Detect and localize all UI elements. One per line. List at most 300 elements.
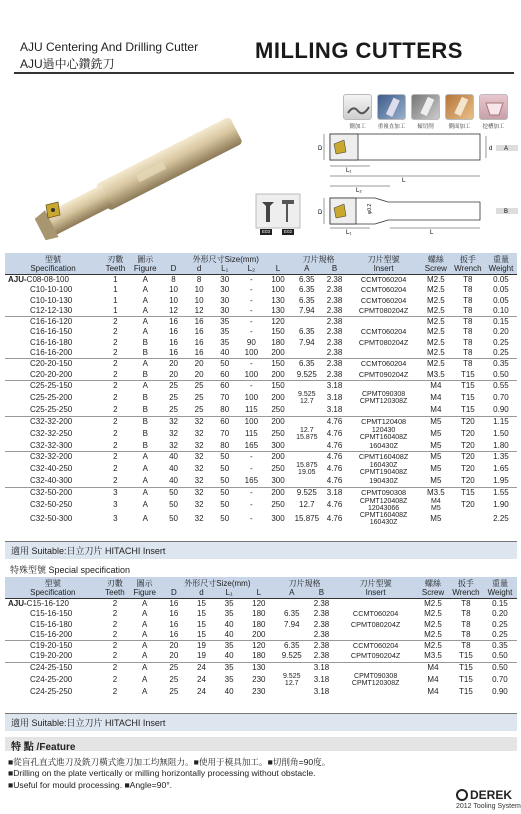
- cell-L1: 70: [220, 428, 230, 438]
- cell-L: 300: [271, 440, 285, 450]
- cell-L1: 35: [224, 674, 234, 684]
- cell-L1: 35: [224, 599, 234, 608]
- sp-col-insert-en: Insert: [334, 588, 417, 599]
- cell-insert: [334, 687, 417, 697]
- cell-model: [5, 512, 101, 526]
- sp-col-d: d: [188, 588, 216, 599]
- cell-screw: M4: [427, 687, 439, 697]
- feature-line-en-1: ■Drilling on the plate vertically or milling horizontally processing without obstacle.: [8, 768, 316, 778]
- cell-wrench: T8: [451, 359, 485, 370]
- col-D: D: [161, 264, 187, 275]
- dim-D-top: D: [318, 146, 323, 152]
- cell-D: 20: [169, 651, 179, 661]
- sp-col-model-en: Specification: [5, 588, 101, 599]
- cell-L: 200: [271, 393, 285, 403]
- model-code: C32-32-200: [30, 452, 73, 462]
- table-row: [5, 630, 517, 641]
- col-screw-zh: 螺絲: [421, 253, 451, 264]
- cell-model: [5, 452, 101, 463]
- col-d: d: [186, 264, 212, 275]
- cell-teeth: 1: [113, 295, 118, 305]
- wrench-label: E02: [284, 229, 293, 234]
- app-icon-repeat: [376, 94, 407, 130]
- cell-L1: 50: [212, 487, 238, 498]
- cell-fig: A: [142, 305, 148, 315]
- cell-weight: 1.95: [493, 476, 509, 486]
- model-code: C19-20-150: [30, 641, 73, 651]
- category-title: MILLING CUTTERS: [255, 38, 463, 63]
- cell-L1: 60: [220, 369, 230, 379]
- cell-model: [5, 275, 101, 286]
- table-row: [5, 275, 517, 286]
- col-teeth-zh: 刃數: [101, 253, 130, 264]
- table-row: [5, 306, 517, 317]
- cell-weight: 0.20: [493, 327, 509, 337]
- cell-weight: 1.15: [485, 416, 517, 427]
- cell-teeth: 2: [101, 452, 130, 463]
- cell-A: 7.94: [283, 619, 300, 629]
- cell-A: 6.35: [299, 275, 315, 284]
- sp-col-fig-en: Figure: [129, 588, 160, 599]
- cell-d: 8: [196, 275, 202, 284]
- cell-d: 32: [194, 476, 204, 486]
- cell-model: [5, 338, 101, 348]
- cell-wrench: [451, 512, 485, 526]
- suitable-note: 適用 Suitable:日立刀片 HITACHI Insert: [5, 541, 517, 559]
- col-dim-title: 外形尺寸Size(mm): [161, 253, 291, 264]
- cell-fig: A: [141, 651, 148, 661]
- sp-col-teeth-en: Teeth: [101, 588, 130, 599]
- cell-wrench: T15: [460, 369, 475, 379]
- cell-D: 16: [169, 348, 178, 358]
- cell-D: 50: [161, 487, 187, 498]
- cell-model: [5, 327, 101, 337]
- cell-L2: 115: [244, 405, 258, 415]
- col-weight-en: Weight: [485, 264, 517, 275]
- cell-A: [291, 405, 323, 416]
- cell-L1: 50: [220, 464, 230, 474]
- special-suitable-note: 適用 Suitable:日立刀片 HITACHI Insert: [5, 713, 517, 731]
- cell-A: [275, 630, 309, 641]
- col-screw-en: Screw: [421, 264, 451, 275]
- cell-model: [5, 651, 101, 662]
- cell-teeth: 2: [113, 464, 118, 474]
- cell-D: 10: [169, 295, 178, 305]
- cell-teeth: 2: [113, 337, 118, 347]
- cell-model: [5, 609, 101, 619]
- cell-D: 8: [171, 275, 176, 284]
- cell-weight: 0.15: [492, 599, 508, 608]
- cutter-photo: [24, 110, 259, 245]
- col-wrench-zh: 扳手: [451, 253, 485, 264]
- cell-L: 200: [265, 416, 291, 427]
- cell-insert: 160430Z: [369, 440, 398, 450]
- cell-teeth: 2: [112, 609, 118, 619]
- cell-d: 32: [186, 416, 212, 427]
- model-code: C15-16-120: [26, 599, 69, 608]
- model-code: C32-50-200: [30, 487, 73, 497]
- table-row: [5, 641, 517, 652]
- sp-col-L: L: [243, 588, 275, 599]
- cell-A: [291, 452, 323, 463]
- cell-B: 4.76: [326, 499, 343, 509]
- cell-model: [5, 673, 101, 687]
- table-row: [5, 687, 517, 697]
- cell-fig: A: [141, 629, 148, 639]
- app-label: 側加工: [349, 124, 366, 130]
- cell-L2: 100: [244, 393, 259, 403]
- cell-A: [291, 441, 323, 452]
- cell-fig: A: [130, 380, 161, 391]
- cell-A: 6.35: [291, 359, 323, 370]
- model-code: C32-32-300: [30, 440, 73, 450]
- cell-A: 6.35: [283, 609, 300, 619]
- cell-fig: B: [130, 416, 161, 427]
- cell-screw: M3.5: [424, 651, 442, 661]
- cell-fig: A: [142, 476, 148, 486]
- cell-screw: M5: [421, 416, 451, 427]
- model-code: C12-12-130: [30, 305, 73, 315]
- cell-A: 6.35: [275, 641, 309, 652]
- model-code: C16-16-120: [30, 317, 73, 327]
- cell-B: 4.76: [326, 464, 343, 474]
- brand-mark-icon: [456, 789, 468, 801]
- table-row: [5, 487, 517, 498]
- cell-L1: 50: [220, 499, 230, 509]
- col-teeth-en: Teeth: [101, 264, 130, 275]
- cell-B: 4.76: [323, 416, 346, 427]
- cell-insert: CPMT080204Z: [358, 337, 409, 347]
- cell-screw: M4: [421, 380, 451, 391]
- cell-fig: A: [142, 295, 148, 305]
- cell-d: 20: [194, 369, 204, 379]
- table-row: [5, 662, 517, 673]
- cell-insert: CCMT060204: [360, 275, 407, 284]
- cell-L2: -: [250, 464, 253, 474]
- cell-fig: A: [142, 464, 148, 474]
- cell-screw: M2.5: [426, 285, 445, 295]
- ramping-icon: [411, 94, 440, 120]
- cell-B: 2.38: [326, 295, 343, 305]
- cell-wrench: T15: [460, 393, 475, 403]
- cell-screw: M2.5: [426, 275, 445, 284]
- cell-A: [291, 348, 323, 359]
- cell-teeth: 2: [112, 651, 118, 661]
- cell-A: 15.875: [294, 513, 320, 523]
- cell-screw: M2.5: [424, 609, 442, 619]
- cell-insert: 120430 CPMT160408Z: [359, 426, 408, 441]
- cell-fig: A: [129, 662, 160, 673]
- cell-L: 200: [265, 452, 291, 463]
- cell-d: 32: [194, 440, 204, 450]
- table-row: [5, 512, 517, 526]
- cell-fig: A: [130, 317, 161, 328]
- cell-L: 120: [243, 641, 275, 652]
- cell-weight: 1.55: [485, 487, 517, 498]
- cell-insert: [346, 380, 421, 391]
- cell-L: 250: [271, 464, 285, 474]
- cell-weight: 0.05: [493, 275, 509, 284]
- cell-fig: A: [129, 641, 160, 652]
- col-insert-zh: 刀片型號: [346, 253, 421, 264]
- fig-A-label: A: [504, 146, 509, 152]
- cell-wrench: T15: [451, 380, 485, 391]
- cell-L2: 165: [244, 440, 259, 450]
- cell-wrench: T20: [460, 499, 475, 509]
- cell-wrench: T8: [449, 641, 483, 652]
- cell-B: 2.38: [309, 641, 334, 652]
- cell-D: 40: [161, 452, 187, 463]
- model-code: C10-10-100: [30, 285, 73, 295]
- cell-fig: A: [141, 599, 148, 608]
- cell-B: 4.76: [323, 452, 346, 463]
- cell-B: 2.38: [326, 327, 343, 337]
- cell-A: [291, 317, 323, 328]
- cell-fig: A: [130, 487, 161, 498]
- dim-d-top: d: [489, 146, 493, 152]
- app-label: 側面加工: [448, 124, 471, 130]
- col-model-zh: 型號: [5, 253, 101, 264]
- model-code: C24-25-200: [30, 674, 73, 684]
- cell-weight: 0.70: [492, 674, 508, 684]
- cell-A: 9.525: [281, 651, 302, 661]
- dim-D-bottom: D: [318, 210, 323, 216]
- cell-wrench: T15: [449, 662, 483, 673]
- table-row: [5, 620, 517, 630]
- table-row: [5, 327, 517, 337]
- cell-B: 4.76: [326, 428, 343, 438]
- cell-L2: -: [250, 275, 253, 284]
- cell-weight: 0.25: [493, 348, 509, 358]
- cell-A: [291, 476, 323, 487]
- cell-B: 4.76: [326, 476, 343, 486]
- cell-D: 50: [169, 513, 178, 523]
- sp-col-model-zh: 型號: [5, 577, 101, 588]
- cell-L1: 60: [212, 416, 238, 427]
- cell-teeth: 2: [113, 476, 118, 486]
- cell-model: [5, 285, 101, 295]
- model-prefix: AJU-: [8, 599, 27, 608]
- cell-D: 25: [169, 393, 178, 403]
- cell-D: 16: [169, 609, 179, 619]
- cell-teeth: 2: [113, 440, 118, 450]
- cell-weight: 0.55: [485, 380, 517, 391]
- cell-D: 12: [169, 305, 178, 315]
- cell-L2: -: [238, 452, 266, 463]
- cell-teeth: 2: [112, 619, 118, 629]
- title-en: AJU Centering And Drilling Cutter: [20, 40, 199, 54]
- cell-model: [5, 620, 101, 630]
- table-row: [5, 476, 517, 487]
- cell-L1: 50: [220, 476, 230, 486]
- app-icon-side: [342, 94, 373, 130]
- cell-A: 15.875 19.05: [296, 462, 318, 477]
- table-row: [5, 609, 517, 619]
- cell-d: 16: [194, 348, 204, 358]
- sp-col-D: D: [160, 588, 188, 599]
- model-code: C32-50-300: [30, 513, 73, 523]
- cell-L1: 35: [215, 641, 243, 652]
- cell-d: 24: [197, 674, 206, 684]
- cell-D: 25: [169, 687, 179, 697]
- cell-L2: -: [250, 295, 253, 305]
- main-spec-table: [5, 253, 517, 526]
- cell-d: 15: [197, 599, 206, 608]
- cell-B: 2.38: [323, 317, 346, 328]
- cell-L2: 115: [244, 428, 258, 438]
- cell-weight: 0.25: [492, 619, 508, 629]
- cell-insert: CPMT120408Z 12043066: [359, 498, 408, 513]
- cell-D: 16: [161, 317, 187, 328]
- cell-insert: CPMT120408: [346, 416, 421, 427]
- cell-D: 25: [169, 405, 178, 415]
- cell-model: [5, 405, 101, 416]
- model-code: C24-25-250: [30, 687, 73, 697]
- cell-B: 4.76: [326, 440, 343, 450]
- cell-L2: -: [250, 305, 253, 315]
- dim-phi: φ0.2: [367, 203, 373, 214]
- cell-L: 150: [265, 359, 291, 370]
- cell-insert: CCMT060204: [360, 285, 407, 295]
- cell-insert: CPMT090204Z: [350, 651, 401, 661]
- cell-fig: B: [142, 337, 148, 347]
- brand-name: DEREK: [470, 788, 513, 802]
- cell-fig: A: [142, 275, 148, 284]
- col-fig-en: Figure: [130, 264, 161, 275]
- cell-weight: 0.35: [483, 641, 517, 652]
- cell-D: 50: [169, 499, 178, 509]
- model-code: C16-16-180: [30, 337, 73, 347]
- cell-L: 200: [271, 348, 285, 358]
- cell-L1: 35: [212, 317, 238, 328]
- cell-L: 130: [243, 662, 275, 673]
- cell-L: 180: [271, 337, 285, 347]
- cell-fig: A: [142, 327, 148, 337]
- cell-L2: 165: [244, 476, 259, 486]
- cell-teeth: 2: [101, 380, 130, 391]
- cell-insert: CCMT060204: [352, 609, 399, 619]
- cell-model: [5, 359, 101, 370]
- model-code: C08-08-100: [26, 275, 69, 284]
- table-row: [5, 296, 517, 306]
- sp-col-B: B: [309, 588, 334, 599]
- cell-teeth: 2: [113, 428, 118, 438]
- cell-L1: 40: [224, 687, 234, 697]
- pocketing-icon: [479, 94, 508, 120]
- cell-D: 20: [169, 369, 178, 379]
- cell-L: 120: [265, 317, 291, 328]
- cell-teeth: 3: [113, 513, 118, 523]
- model-code: C32-32-200: [30, 416, 73, 426]
- cell-wrench: T15: [451, 487, 485, 498]
- cell-wrench: T20: [451, 452, 485, 463]
- cell-D: 16: [169, 619, 179, 629]
- cell-L1: 40: [224, 629, 234, 639]
- cell-D: 16: [169, 629, 179, 639]
- cell-wrench: T8: [463, 337, 473, 347]
- col-fig-zh: 圖示: [130, 253, 161, 264]
- application-icons: [342, 94, 509, 130]
- model-code: C25-25-250: [30, 405, 73, 415]
- cell-screw: M3.5: [426, 369, 445, 379]
- model-code: C24-25-150: [30, 662, 73, 672]
- cell-model: [5, 391, 101, 405]
- cell-L: 130: [271, 295, 285, 305]
- cell-L: 250: [271, 405, 285, 415]
- cell-fig: B: [142, 369, 148, 379]
- cell-fig: A: [141, 609, 148, 619]
- cell-wrench: T8: [463, 275, 473, 284]
- cell-d: 19: [188, 641, 216, 652]
- cell-D: 40: [169, 464, 178, 474]
- model-code: C15-16-180: [30, 619, 73, 629]
- model-code: C19-20-200: [30, 651, 73, 661]
- cell-A: [275, 599, 309, 610]
- cell-screw: M4: [417, 662, 449, 673]
- cell-L1: 70: [220, 393, 230, 403]
- cell-teeth: 2: [101, 317, 130, 328]
- app-label: 挖槽加工: [482, 124, 505, 130]
- cell-A: [275, 662, 309, 673]
- cell-B: 3.18: [323, 487, 346, 498]
- cell-weight: 0.25: [492, 629, 508, 639]
- cell-d: 32: [186, 452, 212, 463]
- col-B: B: [323, 264, 346, 275]
- cell-insert: 160430Z CPMT190408Z: [359, 462, 408, 477]
- cell-B: 3.18: [326, 393, 343, 403]
- cell-L1: 35: [215, 662, 243, 673]
- plunge-icon: [377, 94, 406, 120]
- table-row: [5, 317, 517, 328]
- cell-fig: A: [142, 285, 148, 295]
- cell-L: 180: [252, 619, 266, 629]
- cell-d: 32: [186, 487, 212, 498]
- fig-B-label: B: [504, 209, 509, 215]
- cell-weight: 0.05: [493, 285, 509, 295]
- table-row: [5, 359, 517, 370]
- sp-col-teeth-zh: 刃數: [101, 577, 130, 588]
- cell-wrench: T8: [463, 348, 473, 358]
- cell-insert: 190430Z: [369, 476, 398, 486]
- cell-screw: M2.5: [417, 641, 449, 652]
- cell-wrench: T8: [461, 619, 471, 629]
- cell-wrench: T15: [460, 405, 475, 415]
- cell-d: 10: [194, 285, 204, 295]
- cell-insert: [334, 630, 417, 641]
- cell-wrench: T20: [451, 416, 485, 427]
- cell-screw: M4: [427, 674, 439, 684]
- cell-d: 32: [194, 428, 204, 438]
- cell-weight: 0.05: [493, 295, 509, 305]
- cell-model: [5, 370, 101, 381]
- cell-screw: M2.5: [421, 359, 451, 370]
- cell-insert: [334, 599, 417, 610]
- cell-weight: 1.65: [493, 464, 509, 474]
- cell-teeth: 2: [113, 369, 118, 379]
- table-row: [5, 370, 517, 381]
- feature-line-zh: ■從盲孔直式進刀及銑刀橫式進刀加工均無阻力。■使用于模具加工。■切削角=90度。: [8, 757, 331, 767]
- cell-A: 12.7: [299, 499, 315, 509]
- cell-B: 2.38: [326, 275, 343, 284]
- cell-D: 16: [169, 337, 178, 347]
- dim-L1-top: L₁: [346, 168, 352, 174]
- cell-insert: CPMT080204Z: [350, 619, 401, 629]
- cell-A: 6.35: [299, 295, 315, 305]
- cell-insert: [334, 662, 417, 673]
- cell-screw: M5: [430, 440, 442, 450]
- cell-A: [291, 380, 323, 391]
- cell-teeth: 2: [101, 359, 130, 370]
